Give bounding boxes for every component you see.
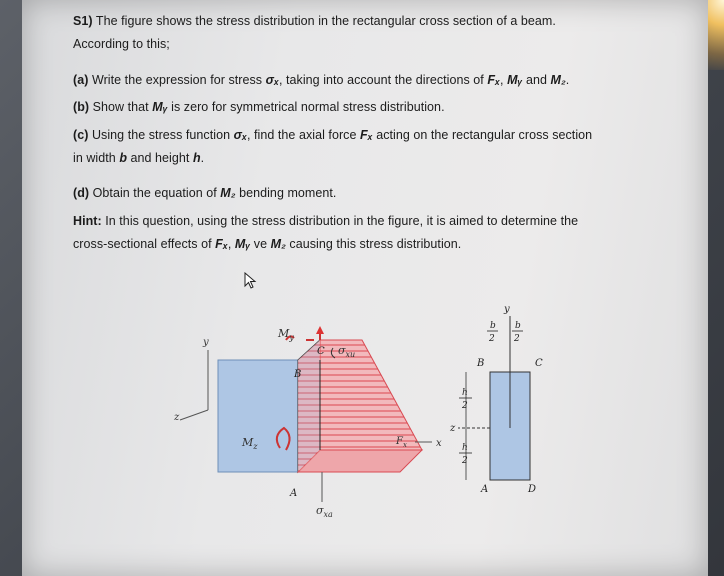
section-y-label: y [504,304,510,315]
question-intro-line-2 [73,37,170,51]
sigma-xu-label: $\sigma_{xu}$ [338,344,356,359]
stress-prism-top [320,340,422,450]
section-z-label: z [450,423,456,434]
z-axis-line [180,410,208,420]
section-point-b: B [477,358,485,369]
hint-text: causing this stress distribution. [285,237,462,251]
mz-symbol: M₂ [270,237,286,251]
question-number: S1) [73,14,93,28]
stress-distribution-figure [170,300,590,530]
point-a-label: A [290,488,298,499]
hint-line-2 [73,237,461,251]
my-arrowhead-icon [316,326,324,334]
part-d-label: (d) [73,186,90,200]
mz-symbol: M₂ [550,73,566,87]
fx-symbol: Fₓ [487,73,501,87]
part-c-text: Using the stress function [91,128,234,142]
part-a-text: , taking into account the directions of [278,73,488,87]
mouse-cursor-icon [244,272,258,290]
part-b [73,100,445,114]
part-d-text: bending moment. [235,186,337,200]
width-symbol: b [119,151,127,165]
question-intro-text-2: According to this; [73,37,170,51]
section-point-c: C [535,358,543,369]
part-a-text: , [500,73,508,87]
part-c-text: in width [73,151,120,165]
half-b-left-numerator: b [490,321,496,331]
half-h-bottom-numerator: h [462,443,468,453]
sigma-x-symbol: σₓ [233,128,247,142]
z-axis-label: z [174,412,180,423]
part-d-text: Obtain the equation of [92,186,221,200]
part-a-text: Write the expression for stress [91,73,266,87]
part-b-label: (b) [73,100,90,114]
my-label: $M_y$ [278,327,294,342]
question-intro-line-1 [73,14,556,28]
fx-symbol: Fₓ [359,128,373,142]
height-symbol: h [192,151,201,165]
half-h-top-numerator: h [462,388,468,398]
part-a [73,73,569,87]
section-point-d: D [528,484,537,495]
part-c-label: (c) [73,128,89,142]
mz-label: $M_z$ [242,436,258,451]
half-b-right-numerator: b [515,321,521,331]
sigma-xa-label: $\sigma_{xa}$ [316,504,333,519]
part-c-line-1 [73,128,592,142]
point-b-label: B [294,369,302,380]
beam-3d-view [173,326,442,519]
sigma-x-symbol: σₓ [265,73,279,87]
y-axis-label: y [203,337,209,348]
mz-symbol: M₂ [220,186,236,200]
cross-section-2d-view [449,304,543,495]
half-h-bottom-denominator: 2 [462,456,468,466]
part-c-line-2 [73,151,204,165]
part-d [73,186,336,200]
fx-symbol: Fₓ [215,237,228,251]
hint-text: In this question, using the stress distribution in the figure, it is aimed to determine the [101,214,579,228]
hint-text: ve [250,237,271,251]
part-a-text: and [522,73,551,87]
point-c-label: C [317,346,325,357]
part-a-text: . [565,73,570,87]
part-c-text: , find the axial force [246,128,360,142]
section-point-a: A [481,484,489,495]
hint-text: cross-sectional effects of [73,237,216,251]
hint-line-1 [73,214,578,228]
my-symbol: Mᵧ [234,237,251,251]
half-b-right-denominator: 2 [514,334,520,344]
my-symbol: Mᵧ [507,73,523,87]
hint-text: , [227,237,235,251]
part-a-label: (a) [73,73,89,87]
part-b-text: is zero for symmetrical normal stress distribution. [167,100,445,114]
part-c-text: acting on the rectangular cross section [372,128,593,142]
half-h-top-denominator: 2 [462,401,468,411]
hint-label: Hint: [73,214,102,228]
x-axis-label: x [436,438,442,449]
fx-label: $F_x$ [396,436,407,449]
part-c-text: and height [127,151,193,165]
part-c-text: . [200,151,205,165]
stress-prism-left [298,340,320,472]
part-b-text: Show that [92,100,153,114]
half-b-left-denominator: 2 [489,334,495,344]
beam-side-face [218,360,298,472]
question-intro-text: The figure shows the stress distribution in the rectangular cross section of a beam. [95,14,556,28]
my-symbol: Mᵧ [152,100,168,114]
